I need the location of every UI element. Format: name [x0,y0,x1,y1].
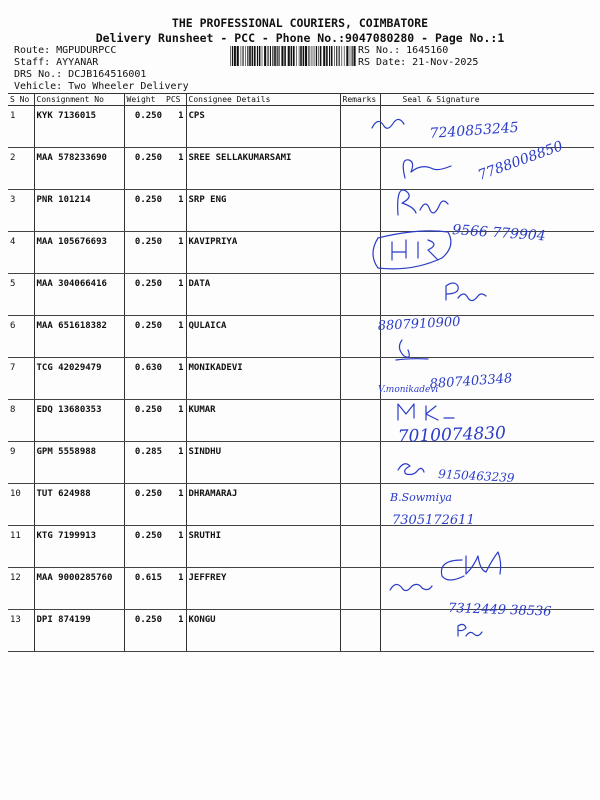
remarks-cell [340,148,380,190]
consignment-number [34,442,124,484]
consignment-number [34,484,124,526]
signature-cell-text [383,148,593,153]
consignee-details [186,400,340,442]
weight-cell [124,526,164,568]
consignee-details-text: MONIKADEVI [188,363,243,373]
consignment-number-text: DPI 874199 [36,615,91,625]
consignment-number-text: EDQ 13680353 [36,405,102,415]
signature-cell [380,442,594,484]
consignment-number-text: MAA 578233690 [36,153,107,163]
rs-number: RS No.: 1645160 [358,45,449,56]
consignment-number-text: PNR 101214 [36,195,91,205]
sno-cell-text: 10 [10,489,21,499]
consignee-name-row7: V.monikadevi [378,385,439,395]
barcode-bar [241,46,242,66]
consignee-details [186,232,340,274]
barcode-bar [268,46,269,66]
consignee-details-text: QULAICA [188,321,227,331]
pcs-cell-text: 1 [178,321,184,331]
consignment-number [34,358,124,400]
signature-cell-text [383,484,593,489]
weight-cell-text: 0.630 [134,363,162,373]
remarks-cell-text [343,442,378,447]
signature-cell [380,400,594,442]
phone-row2: 7788008850 [475,138,566,184]
signature-cell-text [383,568,593,573]
barcode-bar [291,46,293,66]
remarks-cell-text [343,610,378,615]
weight-cell-text: 0.250 [134,531,162,541]
col-header-sno: S No [8,94,34,106]
pcs-cell [164,484,186,526]
weight-cell-text: 0.615 [134,573,162,583]
sno-cell-text: 13 [10,615,21,625]
weight-cell [124,316,164,358]
pcs-cell-text: 1 [178,153,184,163]
consignee-details-text: KONGU [188,615,216,625]
barcode-bar [274,46,276,66]
col-header-consignee: Consignee Details [186,94,340,106]
barcode-bar [245,46,246,66]
phone-row10: 7305172611 [392,513,475,528]
consignee-details-text: CPS [188,111,205,121]
signature-cell [380,526,594,568]
consignee-details [186,358,340,400]
phone-row6: 8807910900 [377,314,461,334]
sno-cell [8,610,34,652]
remarks-cell [340,526,380,568]
barcode-bar [339,46,340,66]
barcode-bar [342,46,343,66]
consignment-number-text: MAA 105676693 [36,237,107,247]
barcode-bar [352,46,353,66]
table-row [8,148,594,190]
consignee-details-text: JEFFREY [188,573,227,583]
consignment-number [34,190,124,232]
barcode-bar [272,46,273,66]
consignment-number-text: TUT 624988 [36,489,91,499]
sno-cell [8,232,34,274]
consignee-details [186,442,340,484]
remarks-cell-text [343,568,378,573]
consignment-number [34,568,124,610]
pcs-cell [164,190,186,232]
signature-cell-text [383,316,593,321]
barcode-bar [336,46,337,66]
table-row [8,526,594,568]
sno-cell-text: 4 [10,237,16,247]
remarks-cell-text [343,232,378,237]
barcode-bar [288,46,290,66]
weight-cell-text: 0.250 [134,279,162,289]
route-info: Route: MGPUDURPCC [14,45,117,56]
signature-cell [380,316,594,358]
table-row [8,190,594,232]
table-row [8,274,594,316]
remarks-cell-text [343,400,378,405]
table-row [8,358,594,400]
col-header-consignment: Consignment No [34,94,124,106]
consignee-details [186,274,340,316]
pcs-cell [164,274,186,316]
pcs-cell-text: 1 [178,531,184,541]
signature-cell [380,274,594,316]
col-header-remarks: Remarks [340,94,380,106]
rs-date: RS Date: 21-Nov-2025 [358,57,479,68]
runsheet-subtitle: Delivery Runsheet - PCC - Phone No.:9047080280 - Page No.:1 [95,31,505,45]
sno-cell [8,190,34,232]
drs-number: DRS No.: DCJB164516001 [14,69,147,80]
sno-cell [8,442,34,484]
barcode-bar [323,46,325,66]
signature-cell [380,484,594,526]
consignee-details-text: DATA [188,279,211,289]
signature-cell-text [383,274,593,279]
remarks-cell [340,274,380,316]
signature-cell [380,190,594,232]
barcode-bar [308,46,309,66]
consignee-details [186,190,340,232]
phone-row3: 9566 779904 [451,222,547,245]
barcode-bar [350,46,351,66]
consignment-number [34,316,124,358]
barcode-bar [293,46,295,66]
remarks-cell-text [343,190,378,195]
sno-cell-text: 12 [10,573,21,583]
consignment-number [34,610,124,652]
remarks-cell-text [343,526,378,531]
table-row [8,610,594,652]
signature-cell [380,358,594,400]
table-row [8,106,594,148]
weight-cell-text: 0.250 [134,615,162,625]
sno-cell-text: 9 [10,447,16,457]
consignment-number-text: MAA 9000285760 [36,573,113,583]
col-header-weight: Weight [124,94,164,106]
barcode-bar [315,46,316,66]
sno-cell-text: 6 [10,321,16,331]
barcode-bar [311,46,312,66]
consignee-details [186,148,340,190]
barcode-image [230,46,356,66]
barcode-bar [284,46,286,66]
sno-cell-text: 8 [10,405,16,415]
consignee-name-row10: B.Sowmiya [390,491,452,504]
phone-row7: 8807403348 [429,371,513,392]
col-header-signature: Seal & Signature [380,94,594,106]
consignment-number-text: KYK 7136015 [36,111,97,121]
weight-cell [124,400,164,442]
sno-cell [8,358,34,400]
sno-cell-text: 5 [10,279,16,289]
consignment-number [34,526,124,568]
pcs-cell-text: 1 [178,363,184,373]
consignee-details-text: KUMAR [188,405,216,415]
barcode-bar [300,46,302,66]
sno-cell [8,316,34,358]
weight-cell-text: 0.250 [134,237,162,247]
sno-cell [8,526,34,568]
barcode-bar [249,46,251,66]
pcs-cell [164,442,186,484]
sno-cell-text: 11 [10,531,21,541]
sno-cell [8,568,34,610]
weight-cell [124,442,164,484]
remarks-cell [340,610,380,652]
pcs-cell [164,148,186,190]
pcs-cell [164,400,186,442]
barcode-bar [354,46,356,66]
consignee-details-text: SRP ENG [188,195,227,205]
weight-cell-text: 0.285 [134,447,162,457]
remarks-cell-text [343,274,378,279]
weight-cell-text: 0.250 [134,405,162,415]
signature-cell-text [383,106,593,111]
barcode-bar [254,46,256,66]
signature-cell [380,232,594,274]
pcs-cell-text: 1 [178,195,184,205]
phone-row12: 7312449 38536 [447,601,552,620]
pcs-cell [164,526,186,568]
barcode-bar [277,46,278,66]
table-header-row [8,94,594,106]
pcs-cell [164,316,186,358]
remarks-cell [340,316,380,358]
pcs-cell-text: 1 [178,279,184,289]
consignment-number [34,274,124,316]
sno-cell [8,106,34,148]
pcs-cell [164,610,186,652]
phone-row1: 7240853245 [429,119,520,142]
barcode-bar [344,46,345,66]
consignment-number-text: GPM 5558988 [36,447,97,457]
barcode-bar [281,46,283,66]
barcode-bar [303,46,305,66]
consignee-details [186,610,340,652]
phone-row9: 9150463239 [437,467,515,485]
consignee-details [186,526,340,568]
consignee-details-text: SREE SELLAKUMARSAMI [188,153,292,163]
barcode-bar [257,46,258,66]
sno-cell [8,148,34,190]
signature-cell [380,610,594,652]
barcode-bar [313,46,314,66]
barcode-bar [318,46,319,66]
remarks-cell [340,190,380,232]
runsheet-table [8,93,594,652]
col-header-pcs: PCS [164,94,186,106]
pcs-cell [164,568,186,610]
consignment-number-text: KTG 7199913 [36,531,97,541]
weight-cell-text: 0.250 [134,111,162,121]
signature-cell-text [383,442,593,447]
remarks-cell-text [343,106,378,111]
signature-cell-text [383,400,593,405]
barcode-bar [247,46,248,66]
remarks-cell-text [343,148,378,153]
remarks-cell [340,232,380,274]
remarks-cell [340,358,380,400]
consignment-number-text: MAA 651618382 [36,321,107,331]
sno-cell [8,484,34,526]
weight-cell [124,106,164,148]
consignment-number-text: MAA 304066416 [36,279,107,289]
barcode-bar [234,46,236,66]
pcs-cell-text: 1 [178,405,184,415]
barcode-bar [316,46,317,66]
barcode-bar [334,46,335,66]
pcs-cell [164,106,186,148]
consignment-number [34,148,124,190]
sno-cell-text: 1 [10,111,16,121]
consignee-details [186,106,340,148]
consignee-details-text: KAVIPRIYA [188,237,238,247]
consignment-number-text: TCG 42029479 [36,363,102,373]
consignee-details [186,316,340,358]
remarks-cell [340,568,380,610]
signature-cell [380,148,594,190]
barcode-bar [259,46,261,66]
weight-cell [124,190,164,232]
remarks-cell-text [343,358,378,363]
signature-cell-text [383,358,593,363]
pcs-cell-text: 1 [178,615,184,625]
sno-cell-text: 2 [10,153,16,163]
pcs-cell [164,232,186,274]
table-row [8,316,594,358]
remarks-cell [340,106,380,148]
barcode-bar [329,46,330,66]
weight-cell [124,274,164,316]
pcs-cell-text: 1 [178,489,184,499]
barcode-bar [296,46,297,66]
weight-cell [124,148,164,190]
barcode-bar [230,46,231,66]
barcode-bar [237,46,239,66]
remarks-cell-text [343,316,378,321]
sno-cell [8,274,34,316]
weight-cell-text: 0.250 [134,321,162,331]
pcs-cell-text: 1 [178,111,184,121]
table-row [8,232,594,274]
company-title: THE PROFESSIONAL COURIERS, COIMBATORE [171,16,429,30]
consignee-details [186,484,340,526]
signature-cell-text [383,610,593,615]
weight-cell [124,358,164,400]
signature-cell [380,568,594,610]
remarks-cell [340,442,380,484]
table-row [8,400,594,442]
barcode-bar [305,46,307,66]
signature-cell-text [383,526,593,531]
remarks-cell [340,484,380,526]
consignee-details [186,568,340,610]
signature-cell [380,106,594,148]
barcode-bar [279,46,280,66]
barcode-bar [264,46,266,66]
sno-cell-text: 7 [10,363,16,373]
table-row [8,484,594,526]
barcode-bar [232,46,233,66]
barcode-bar [262,46,263,66]
barcode-bar [331,46,333,66]
remarks-cell [340,400,380,442]
signature-cell-text [383,232,593,237]
weight-cell-text: 0.250 [134,489,162,499]
weight-cell [124,232,164,274]
consignee-details-text: SRUTHI [188,531,222,541]
sno-cell [8,400,34,442]
barcode-bar [346,46,348,66]
barcode-bar [252,46,254,66]
barcode-bar [326,46,328,66]
consignment-number [34,232,124,274]
staff-info: Staff: AYYANAR [14,57,99,68]
weight-cell [124,484,164,526]
signature-cell-text [383,190,593,195]
weight-cell-text: 0.250 [134,195,162,205]
table-row [8,568,594,610]
phone-row8: 7010074830 [397,423,507,447]
table-row [8,442,594,484]
pcs-cell-text: 1 [178,447,184,457]
remarks-cell-text [343,484,378,489]
pcs-cell-text: 1 [178,573,184,583]
pcs-cell-text: 1 [178,237,184,247]
barcode-bar [320,46,322,66]
sno-cell-text: 3 [10,195,16,205]
consignee-details-text: DHRAMARAJ [188,489,238,499]
consignment-number [34,400,124,442]
barcode-bar [299,46,300,66]
barcode-bar [243,46,244,66]
vehicle-info: Vehicle: Two Wheeler Delivery [14,81,189,92]
pcs-cell [164,358,186,400]
barcode-bar [270,46,271,66]
weight-cell [124,568,164,610]
weight-cell [124,610,164,652]
consignment-number [34,106,124,148]
weight-cell-text: 0.250 [134,153,162,163]
consignee-details-text: SINDHU [188,447,222,457]
